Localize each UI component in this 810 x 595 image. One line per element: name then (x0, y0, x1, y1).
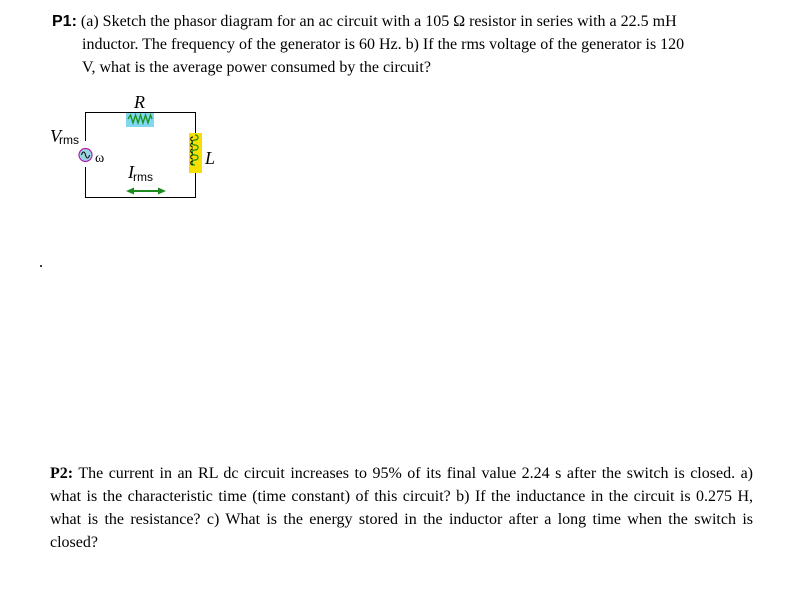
inductor-label: L (205, 148, 216, 168)
problem-1-line-1 (52, 10, 764, 33)
current-label (127, 162, 153, 184)
resistor-symbol (126, 113, 154, 127)
omega-label: ω (95, 151, 105, 166)
problem-1-text-1: (a) Sketch the phasor diagram for an ac circuit with a 105 Ω resistor in series with a 22.5 mH (76, 13, 677, 30)
current-symbol: I (128, 162, 134, 182)
problem-1-line-3: V, what is the average power consumed by the circuit? (82, 59, 431, 76)
problem-1-line-2: inductor. The frequency of the generator is 60 Hz. b) If the rms voltage of the generator is 120 (82, 36, 685, 53)
stray-dot (40, 265, 42, 267)
problem-2 (50, 462, 753, 554)
rl-circuit-diagram (50, 88, 220, 206)
current-subscript: rms (133, 170, 153, 184)
inductor-symbol (189, 133, 202, 173)
problem-1 (52, 10, 764, 79)
voltage-label (50, 126, 79, 147)
problem-2-label: P2: (50, 465, 74, 482)
problem-1-label: P1: (52, 13, 77, 30)
ac-source-symbol (79, 149, 92, 162)
voltage-subscript: rms (59, 133, 79, 147)
voltage-symbol: V (50, 126, 61, 146)
problem-2-text: The current in an RL dc circuit increases to 95% of its final value 2.24 s after the switch is closed. a) what is the characteristic time (time constant) of this circuit? b) If the inductance in the circuit is 0.275 H, what is the resistance? c) What is the energy stored in the inductor after a long time when the switch is closed? (50, 465, 753, 551)
resistor-label: R (134, 92, 145, 112)
current-arrow (126, 188, 166, 195)
